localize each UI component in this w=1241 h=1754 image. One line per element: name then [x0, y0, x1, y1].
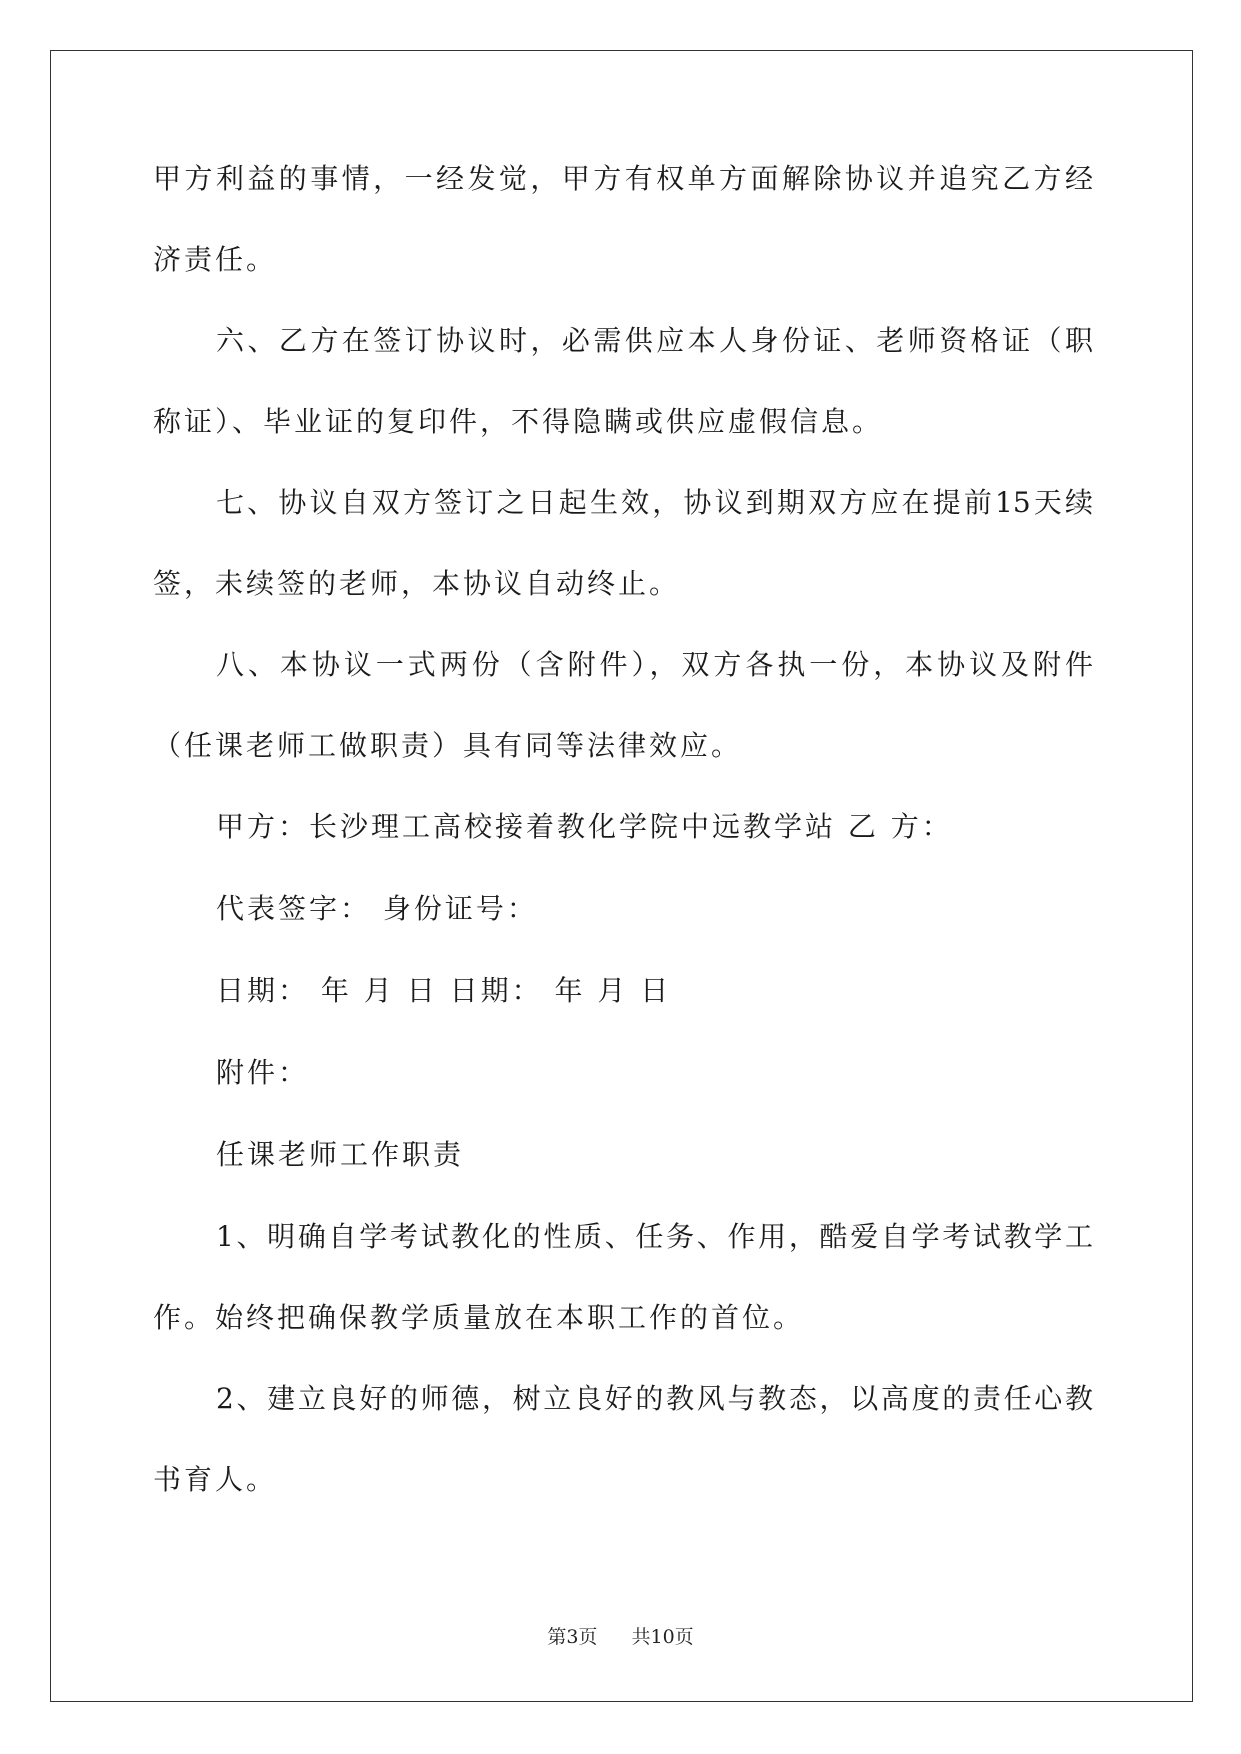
clause-seven-line: 七、协议自双方签订之日起生效，协议到期双方应在提前15天续: [216, 486, 1093, 519]
page-footer: [0, 1625, 1241, 1649]
clause-six-line: 六、乙方在签订协议时，必需供应本人身份证、老师资格证（职: [216, 324, 1093, 357]
page-total: 共10页: [631, 1626, 694, 1648]
page-number: 第3页: [547, 1626, 598, 1648]
text-line: （任课老师工做职责）具有同等法律效应。: [153, 729, 743, 762]
party-a-line: 甲方：长沙理工高校接着教化学院中远教学站 乙 方：: [216, 810, 953, 843]
clause-eight-line: 八、本协议一式两份（含附件），双方各执一份，本协议及附件: [216, 648, 1093, 681]
signature-line: 代表签字： 身份证号：: [216, 892, 538, 925]
section-heading: 任课老师工作职责: [216, 1138, 465, 1171]
text-line: 济责任。: [153, 243, 278, 276]
attachment-label: 附件：: [216, 1056, 310, 1089]
text-line: 作。始终把确保教学质量放在本职工作的首位。: [153, 1301, 805, 1334]
text-line: 称证）、毕业证的复印件，不得隐瞒或供应虚假信息。: [153, 405, 884, 438]
text-line: 书育人。: [153, 1463, 278, 1496]
duty-one-line: 1、明确自学考试教化的性质、任务、作用，酷爱自学考试教学工: [216, 1220, 1093, 1253]
duty-two-line: 2、建立良好的师德，树立良好的教风与教态，以高度的责任心教: [216, 1382, 1093, 1415]
date-line: 日期： 年 月 日 日期： 年 月 日: [216, 974, 672, 1007]
document-body: [153, 158, 1093, 1500]
text-line: 甲方利益的事情，一经发觉，甲方有权单方面解除协议并追究乙方经: [153, 162, 1093, 195]
text-line: 签，未续签的老师，本协议自动终止。: [153, 567, 681, 600]
